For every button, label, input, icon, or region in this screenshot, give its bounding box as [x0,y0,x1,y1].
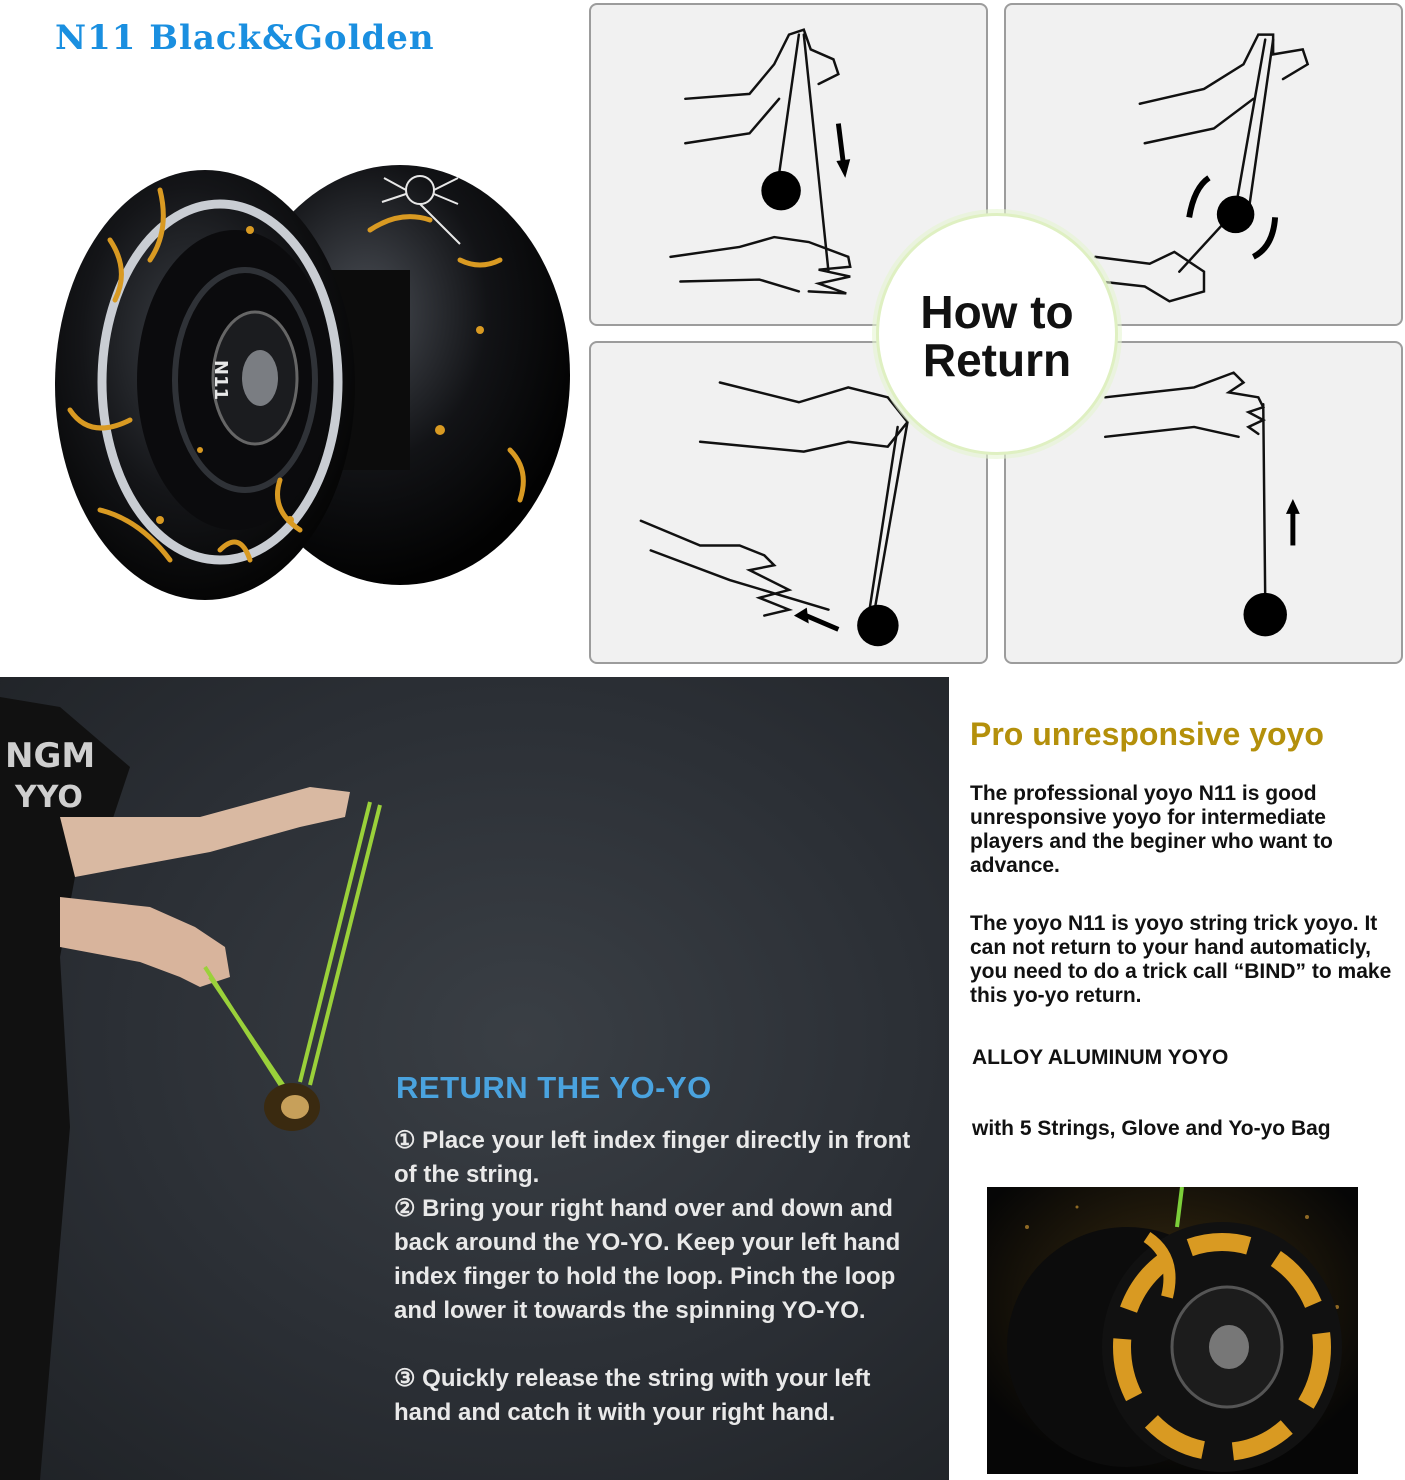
yoyo-label: N11 [210,360,231,401]
how-to-return-text [876,288,1118,384]
product-title: N11 Black&Golden [55,18,435,58]
how-to-line-2: Return [922,334,1072,386]
info-paragraph-2: The yoyo N11 is yoyo string trick yoyo. It can not return to your hand automaticly, you need to do a trick call “BIND” to make this yo-yo return. [970,912,1392,1007]
yoyo-product-image [40,150,580,600]
svg-text:YYO: YYO [15,780,83,815]
info-title: Pro unresponsive yoyo [970,716,1324,752]
demo-step-3: ③ Quickly release the string with your left hand and catch it with your right hand. [394,1365,871,1426]
demo-step-2: ② Bring your right hand over and down and back around the YO-YO. Keep your left hand index finger to hold the loop. Pinch the loop and lower it towards the spinning YO-YO. [394,1195,901,1324]
info-line-material: ALLOY ALUMINUM YOYO [972,1046,1229,1069]
demo-heading: RETURN THE YO-YO [396,1070,712,1105]
info-paragraph-1: The professional yoyo N11 is good unresponsive yoyo for intermediate players and the beginer who want to advance. [970,782,1333,877]
info-line-accessories: with 5 Strings, Glove and Yo-yo Bag [972,1117,1331,1140]
svg-text:NGM: NGM [5,736,96,776]
how-to-line-1: How to [920,286,1074,338]
demo-step-1: ① Place your left index finger directly in front of the string. [394,1127,911,1188]
yoyo-closeup-photo [987,1187,1358,1474]
